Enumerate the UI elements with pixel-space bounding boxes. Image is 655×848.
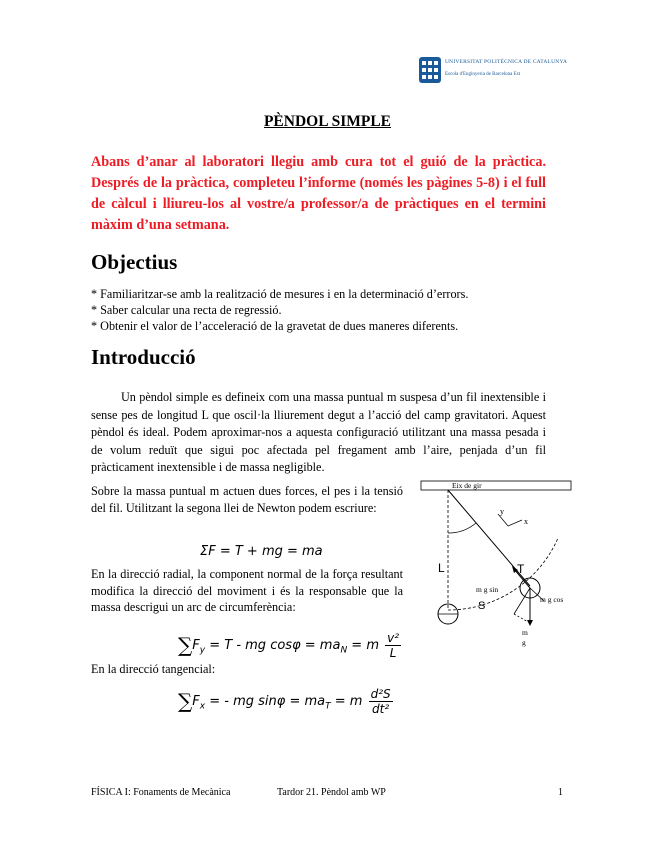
logo-text-line2: Escola d'Enginyeria de Barcelona Est [445,72,521,77]
y-axis-label: y [500,507,504,516]
tangential-paragraph: En la direcció tangencial: [91,662,216,676]
mg-label-m: m [522,628,528,637]
page-title: PÈNDOL SIMPLE [263,113,392,130]
intro-text: Un pèndol simple es defineix com una massa puntual m suspesa d’un fil inextensible i sense pes de longitud L que oscil·la lliurement degut a l’acció del camp gravitatori. Aquest pèndol és ideal. Podem aproximar-nos a aquesta configuració utilitzant una massa pesada i de volum reduït que sigui poc afectada pel fregament amb l’aire, penjada d’un fil pràcticament inextensible i de massa negligible. [91,390,546,475]
list-item: * Saber calcular una recta de regressió. [91,302,282,317]
axis-label: Eix de gir [452,481,482,490]
mgcos-label: m g cos [540,595,564,604]
component-dash [514,614,530,623]
x-axis-label: x [524,517,528,526]
warning-notice: Abans d’anar al laboratori llegiu amb cura tot el guió de la pràctica. Després de la pràctica, completeu l’informe (només les pàgines 5-8) i el full de càlcul i lliureu-los al vostre/a professor/a de pràctiques en el termini màxim d’una setmana. [91,154,546,233]
introduction-paragraph [91,389,546,477]
footer-page-number: 1 [558,787,563,798]
arc-label: S [478,600,486,612]
equation-radial: $\sum F_y = T$ - mg $\cos\varphi = ma_N = m$ $\frac{\text{v²}}{L}$ [178,631,400,660]
logo-mark-icon [419,57,441,83]
sum-symbol: ∑ [178,689,193,713]
university-logo [419,57,568,87]
mg-label-g: g [522,638,526,647]
list-item: * Familiaritzar-se amb la realització de mesures i en la determinació d’errors. [91,287,469,301]
mgsin-component [514,588,530,614]
mgsin-label: m g sin [476,585,499,594]
pivot-support [421,481,571,490]
footer-course: FÍSICA I: Fonaments de Mecànica [91,787,231,798]
introduction-heading: Introducció [91,345,196,369]
equation-newton: ΣF = T + mg = ma [200,544,323,559]
objectives-heading: Objectius [91,250,178,274]
sum-symbol: ∑ [178,633,193,657]
list-item: * Obtenir el valor de l’acceleració de la gravetat de dues maneres diferents. [91,318,459,333]
fraction: $\frac{\text{v²}}{L}$ [387,631,400,660]
angle-arc [448,523,476,533]
footer-term: Tardor 21. Pèndol amb WP [277,787,386,798]
forces-paragraph: Sobre la massa puntual m actuen dues forces, el pes i la tensió del fil. Utilitzant la segona llei de Newton podem escriure: [91,484,403,515]
objectives-list [91,287,468,334]
pendulum-diagram [418,478,578,658]
tension-label: T [517,562,525,576]
equation-tangential: $\sum F_x$ = - mg $\sin\varphi = ma_T = m$ $\frac{\text{d²S}}{\text{dt²}}$ [178,687,391,716]
length-label: L [438,561,445,575]
logo-text-line1: UNIVERSITAT POLITÈCNICA DE CATALUNYA [445,59,568,65]
x-axis-arrow [508,520,522,526]
radial-paragraph: En la direcció radial, la component normal de la força resultant modifica la direcció del moviment i és la responsable que la massa descrigui un arc de circumferència: [91,567,403,615]
fraction: $\frac{\text{d²S}}{\text{dt²}}$ [370,687,391,716]
